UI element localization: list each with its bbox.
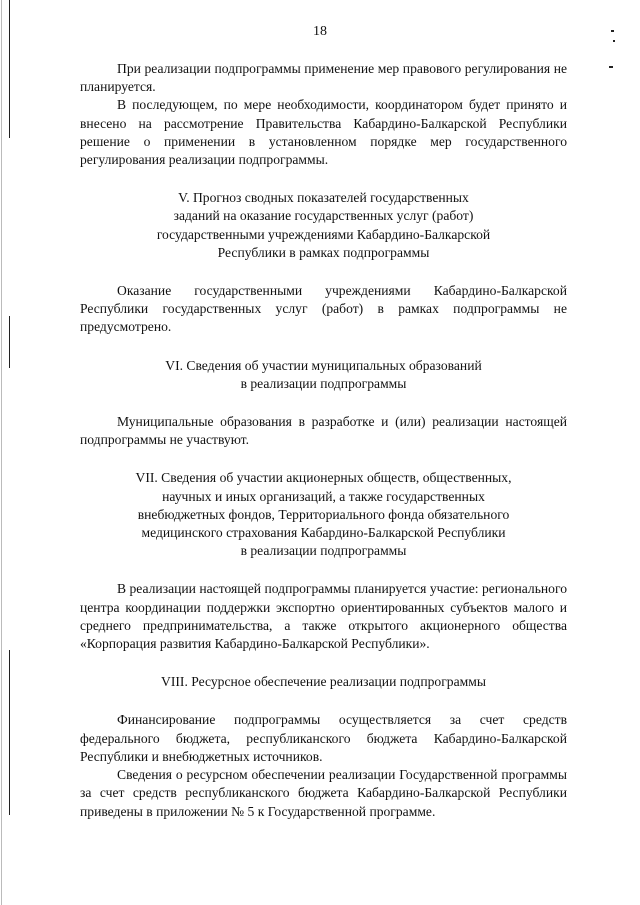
paragraph-state-services: Оказание государственными учреждениями Кабардино-Балкарской Республики государственных услуг (работ) в рамках подпрограммы не предусмотрено.	[80, 283, 567, 335]
heading-line: VII. Сведения об участии акционерных обществ, общественных,	[135, 470, 512, 486]
document-body	[80, 60, 567, 821]
paragraph-organizations-participation: В реализации настоящей подпрограммы планируется участие: регионального центра координации поддержки экспортно ориентированных субъектов малого и среднего предпринимательства, а также открытого акционерного общества «Корпорация развития Кабардино-Балкарской Республики».	[80, 581, 567, 652]
section-heading-vii	[80, 469, 567, 560]
paragraph-municipal-participation: Муниципальные образования в разработке и (или) реализации настоящей подпрограммы не участвуют.	[80, 414, 567, 448]
scan-left-edge-line	[1, 0, 2, 905]
paragraph-financing: Финансирование подпрограммы осуществляется за счет средств федерального бюджета, республиканского бюджета Кабардино-Балкарской Республики и внебюджетных источников.	[80, 712, 567, 764]
section-heading-viii	[80, 673, 567, 691]
heading-line: государственными учреждениями Кабардино-Балкарской	[156, 226, 491, 242]
scan-margin-mark-middle	[9, 316, 10, 368]
heading-line: в реализации подпрограммы	[240, 543, 407, 559]
section-heading-vi	[80, 357, 567, 393]
heading-line: VIII. Ресурсное обеспечение реализации подпрограммы	[161, 674, 486, 690]
page-number: 18	[313, 24, 327, 39]
heading-line: внебюджетных фондов, Территориального фонда обязательного	[137, 506, 510, 522]
heading-line: Республики в рамках подпрограммы	[217, 244, 430, 260]
scan-speck	[609, 66, 613, 68]
heading-line: заданий на оказание государственных услуг (работ)	[173, 208, 474, 224]
section-heading-v	[80, 189, 567, 262]
paragraph-future-regulation: В последующем, по мере необходимости, координатором будет принято и внесено на рассмотрение Правительства Кабардино-Балкарской Республики решение о применении в установленном порядке мер государственного регулирования реализации подпрограммы.	[80, 97, 567, 168]
paragraph-resource-info: Сведения о ресурсном обеспечении реализации Государственной программы за счет средств республиканского бюджета Кабардино-Балкарской Республики приведены в приложении № 5 к Государственной программе.	[80, 767, 567, 819]
heading-line: в реализации подпрограммы	[240, 375, 407, 391]
scan-margin-mark-top	[9, 0, 10, 138]
heading-line: V. Прогноз сводных показателей государственных	[178, 190, 469, 206]
heading-line: научных и иных организаций, а также государственных	[162, 488, 485, 504]
heading-line: VI. Сведения об участии муниципальных образований	[165, 357, 482, 373]
paragraph-legal-regulation: При реализации подпрограммы применение мер правового регулирования не планируется.	[80, 61, 567, 95]
scan-margin-mark-lower	[9, 650, 10, 815]
heading-line: медицинского страхования Кабардино-Балкарской Республики	[141, 525, 506, 541]
